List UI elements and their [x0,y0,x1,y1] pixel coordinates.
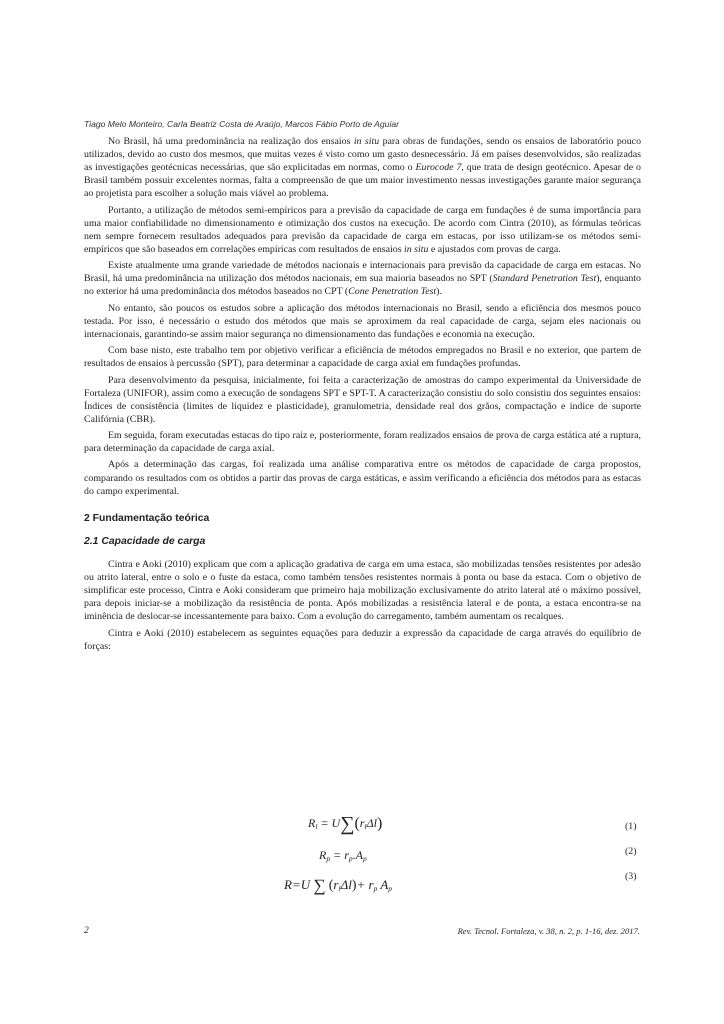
paragraph: Após a determinação das cargas, foi realizada uma análise comparativa entre os métodos de capacidade de carga propostos, comparando os resultados com os obtidos a partir das provas de carga estáticas, e assim verificando a eficiência dos métodos para as estacas do campo experimental. [84,459,641,497]
equation-2: $R_p = r_p.A_p$ [319,848,367,863]
paragraph: No entanto, são poucos os estudos sobre a aplicação dos métodos internacionais no Brasil, sendo a eficiência dos mesmos pouco testada. Por isso, é necessário o estudo dos métodos que mais se aproximem da real capacidade de carga, sejam eles nacionais ou internacionais, garantindo-se assim maior segurança no dimensionamento das fundações e economia na execução. [84,302,641,340]
journal-citation: Rev. Tecnol. Fortaleza, v. 38, n. 2, p. 1-16, dez. 2017. [457,926,640,936]
paragraph: Cintra e Aoki (2010) estabelecem as seguintes equações para deduzir a expressão da capacidade de carga através do equilíbrio de forças: [84,627,641,652]
section-paragraphs [84,558,641,653]
equation-number-3: (3) [625,871,637,882]
equation-3: R=U ∑ $(r_l\Delta l)+ r_p$ $A_p$ [284,876,393,895]
italic-term: Cone Penetration Test [348,286,437,298]
paragraph: Portanto, a utilização de métodos semi-empíricos para a previsão da capacidade de carga em fundações é de suma importância para uma maior confiabilidade no dimensionamento e otimização dos custos na execução. De acordo com Cintra (2010), as fórmulas teóricas nem sempre fornecem resultados adequados para previsão da capacidade de carga em estacas, por isso utilizam-se os métodos semi-empíricos que são baseados em correlações empíricas com resultados de ensaios in situ e ajustados com provas de carga. [84,204,641,255]
paragraph: No Brasil, há uma predominância na realização dos ensaios in situ para obras de fundações, sendo os ensaios de laboratório pouco utilizados, devido ao custo dos mesmos, que muitas vezes é visto como um gasto desnecessário. Já em países desenvolvidos, são realizadas as investigações geotécnicas necessárias, que são explicitadas em normas, como o Eurocode 7, que trata de design geotécnico. Apesar de o Brasil também possuir excelentes normas, falta a compreensão de que um maior investimento nessas investigações garante maior segurança ao projetista para escolher a solução mais viável ao problema. [84,136,642,200]
paragraph: Em seguida, foram executadas estacas do tipo raiz e, posteriormente, foram realizados ensaios de prova de carga estática até a ruptura, para determinação da capacidade de carga axial. [84,430,641,455]
paragraph: Cintra e Aoki (2010) explicam que com a aplicação gradativa de carga em uma estaca, são mobilizadas tensões resistentes por adesão ou atrito lateral, entre o solo e o fuste da estaca, como também tensões resistentes normais à ponta ou base da estaca. Com o objetivo de simplificar este processo, Cintra e Aoki consideram que primeiro haja mobilização exclusivamente do atrito lateral até o máximo possível, para depois iniciar-se a mobilização da resistência de ponta. Após mobilizadas a resistência lateral e de ponta, a estaca encontra-se na iminência de deslocar-se incessantemente para baixo. Com a evolução do carregamento, também aumentam os recalques. [84,558,641,623]
section-heading: 2 Fundamentação teórica [84,512,210,524]
equation-1: $R_l = U\sum(r_l\Delta l)$ [308,813,383,835]
equation-number-2: (2) [625,846,637,857]
italic-term: in situ [404,243,429,255]
subsection-heading: 2.1 Capacidade de carga [84,535,206,547]
paragraph: Para desenvolvimento da pesquisa, inicialmente, foi feita a caracterização de amostras do campo experimental da Universidade de Fortaleza (UNIFOR), assim como a execução de sondagens SPT e SPT-T. A caracterização consistiu do solo consistiu dos seguintes ensaios: Índices de consistência (limites de liquidez e plasticidade), granulometria, densidade real dos grãos, compactação e índice de suporte Califórnia (CBR). [84,374,641,425]
italic-term: Eurocode 7 [415,162,462,174]
page-number: 2 [84,926,89,936]
body-text [84,135,641,656]
intro-paragraphs [84,135,641,498]
paragraph: Com base nisto, este trabalho tem por objetivo verificar a eficiência de métodos empregados no Brasil e no exterior, que partem de resultados de ensaios à percussão (SPT), para determinar a capacidade de carga axial em fundações profundas. [84,345,641,370]
italic-term: in situ [353,136,380,147]
equation-number-1: (1) [625,821,637,832]
paragraph: Existe atualmente uma grande variedade de métodos nacionais e internacionais para previsão da capacidade de carga em estacas. No Brasil, há uma predominância na utilização dos métodos nacionais, em sua maioria baseados no SPT (Standard Penetration Test), enquanto no exterior há uma predominância dos métodos baseados no CPT (Cone Penetration Test). [84,260,641,298]
italic-term: Standard Penetration Test [492,273,597,285]
running-header-authors: Tiago Melo Monteiro, Carla Beatriz Costa de Araújo, Marcos Fábio Porto de Aguiar [84,119,400,129]
